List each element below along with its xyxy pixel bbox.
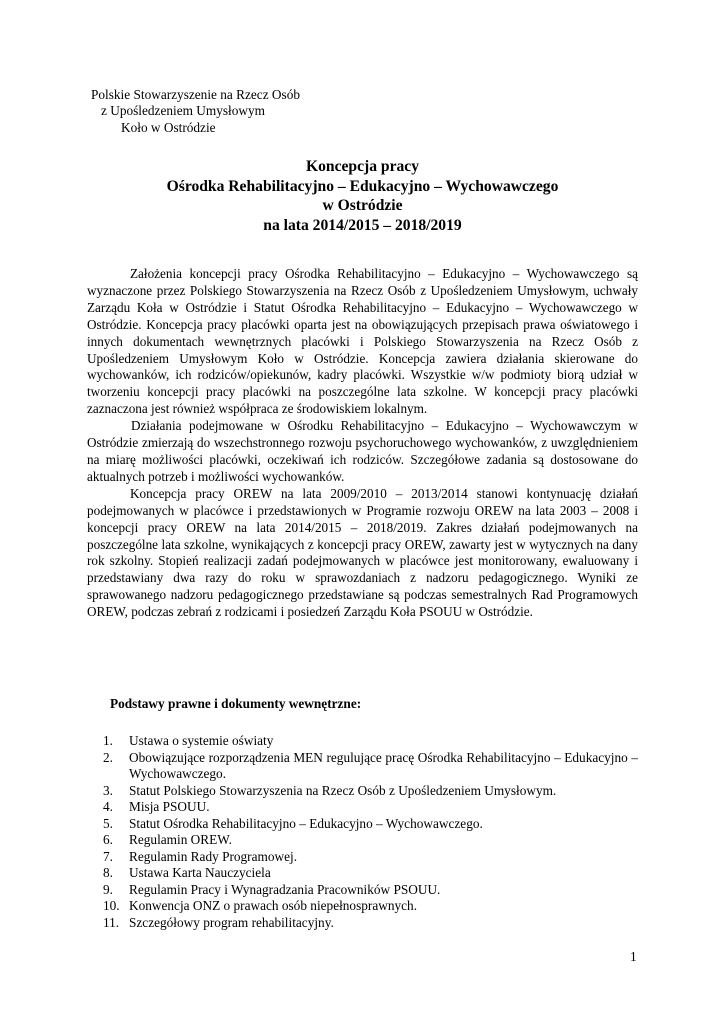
list-item-text: Regulamin Rady Programowej. xyxy=(129,848,298,864)
list-item-number: 7. xyxy=(103,848,113,864)
list-item xyxy=(103,816,638,833)
list-item-number: 9. xyxy=(103,881,113,897)
list-item-text: Konwencja ONZ o prawach osób niepełnosprawnych. xyxy=(129,898,418,913)
list-item-number: 4. xyxy=(103,799,113,814)
list-item xyxy=(103,832,638,849)
paragraph: Działania podejmowane w Ośrodku Rehabilitacyjno – Edukacyjno – Wychowawczym w Ostródzie zmierzają do wszechstronnego rozwoju psychoruchowego wychowanków, z uwzględnieniem na miarę możliwości placówki, oczekiwań ich rodziców. Szczegółowe zadania są dostosowane do aktualnych potrzeb i możliwości wychowanków. xyxy=(87,418,638,484)
list-item-number: 10. xyxy=(103,898,120,913)
list-item-number: 5. xyxy=(103,815,113,831)
list-item-number: 8. xyxy=(103,865,113,880)
list-item-number: 11. xyxy=(103,914,120,930)
list-item-text: Szczegółowy program rehabilitacyjny. xyxy=(129,914,334,930)
list-item xyxy=(103,865,638,882)
list-item xyxy=(103,882,638,899)
section-heading: Podstawy prawne i dokumenty wewnętrzne: xyxy=(110,696,362,711)
document-title xyxy=(0,157,725,235)
list-item xyxy=(103,750,638,783)
list-item xyxy=(103,915,638,932)
title-line-2: Ośrodka Rehabilitacyjno – Edukacyjno – Wychowawczego xyxy=(166,177,559,195)
organization-header xyxy=(91,87,300,136)
paragraph: Koncepcja pracy OREW na lata 2009/2010 – 2013/2014 stanowi kontynuację działań podejmowanych w placówce i przedstawionych w Programie rozwoju OREW na lata 2003 – 2008 i koncepcji pracy OREW na lata 2014/2015 – 2018/2019. Zakres działań podejmowanych na poszczególne lata szkolne, wynikających z koncepcji pracy OREW, zawarty jest w wytycznych na dany rok szkolny. Stopień realizacji zadań podejmowanych w placówce jest monitorowany, ewaluowany i przedstawiany dwa razy do roku w sprawozdaniach z nadzoru pedagogicznego. Wyniki ze sprawowanego nadzoru pedagogicznego przedstawiane są podczas semestralnych Rad Programowych OREW, podczas zebrań z rodzicami i posiedzeń Zarządu Koła PSOUU w Ostródzie. xyxy=(87,485,638,620)
organization-line-3: Koło w Ostródzie xyxy=(121,119,216,135)
legal-basis-list xyxy=(103,733,638,931)
list-item-text: Ustawa Karta Nauczyciela xyxy=(129,865,271,880)
list-item xyxy=(103,849,638,866)
list-item-number: 3. xyxy=(103,782,113,798)
list-item-number: 2. xyxy=(103,749,113,765)
list-item-number: 1. xyxy=(103,733,113,748)
list-item xyxy=(103,898,638,915)
title-line-3: w Ostródzie xyxy=(322,197,403,214)
list-item-text: Statut Ośrodka Rehabilitacyjno – Edukacyjno – Wychowawczego. xyxy=(129,815,483,831)
organization-line-2: z Upośledzeniem Umysłowym xyxy=(101,103,265,119)
title-line-1: Koncepcja pracy xyxy=(305,158,420,175)
list-item-text: Regulamin OREW. xyxy=(129,832,232,847)
list-item-number: 6. xyxy=(103,832,113,847)
list-item xyxy=(103,733,638,750)
title-line-4: na lata 2014/2015 – 2018/2019 xyxy=(263,216,462,234)
body-text xyxy=(87,266,638,621)
organization-line-1: Polskie Stowarzyszenie na Rzecz Osób xyxy=(91,87,300,102)
list-item xyxy=(103,783,638,800)
list-item-text: Ustawa o systemie oświaty xyxy=(129,733,274,748)
paragraph: Założenia koncepcji pracy Ośrodka Rehabilitacyjno – Edukacyjno – Wychowawczego są wyznaczone przez Polskiego Stowarzyszenia na Rzecz Osób z Upośledzeniem Umysłowym, uchwały Zarządu Koła w Ostródzie i Statut Ośrodka Rehabilitacyjno – Edukacyjno – Wychowawczego w Ostródzie. Koncepcja pracy placówki oparta jest na obowiązujących przepisach prawa oświatowego i innych dokumentach wewnętrznych placówki i Polskiego Stowarzyszenia na Rzecz Osób z Upośledzeniem Umysłowym Koło w Ostródzie. Koncepcja zawiera działania skierowane do wychowanków, ich rodziców/opiekunów, kadry placówki. Wszystkie w/w podmioty biorą udział w tworzeniu koncepcji pracy placówki na poszczególne lata szkolne. W koncepcji pracy placówki zaznaczona jest również współpraca ze środowiskiem lokalnym. xyxy=(87,266,638,417)
page-number: 1 xyxy=(630,949,637,964)
list-item-text: Misja PSOUU. xyxy=(129,799,210,814)
list-item xyxy=(103,799,638,816)
list-item-text: Regulamin Pracy i Wynagradzania Pracowników PSOUU. xyxy=(129,881,441,897)
list-item-text: Statut Polskiego Stowarzyszenia na Rzecz Osób z Upośledzeniem Umysłowym. xyxy=(129,782,557,798)
list-item-text: Obowiązujące rozporządzenia MEN regulujące pracę Ośrodka Rehabilitacyjno – Edukacyjno – Wychowawczego. xyxy=(129,749,638,781)
